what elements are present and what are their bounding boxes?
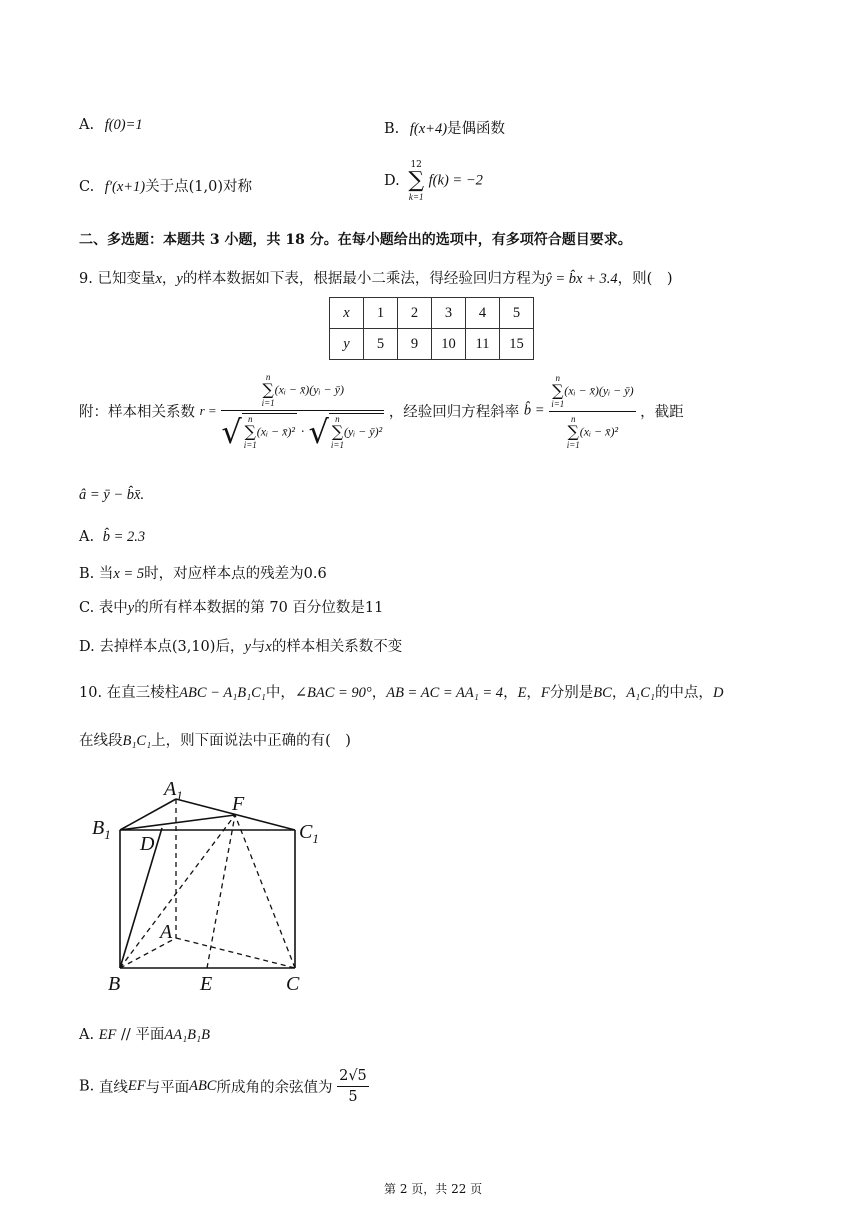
label-b1: $B_1$: [92, 817, 111, 842]
segment-c-f: [235, 815, 295, 968]
edge-a-c: [176, 938, 295, 968]
label-c: C: [286, 973, 300, 995]
q10-stem-line1: 10. 在直三棱柱ABC − A₁B₁C₁中，∠BAC = 90°，AB = AC = AA₁ = 4，E，F分别是BC，A₁C₁的中点，D: [79, 685, 724, 701]
q8-option-b: B. f(x+4)是偶函数: [384, 121, 506, 137]
q8-option-d: D. 12 ∑ k=1 f(k) = −2: [384, 160, 483, 202]
q9-data-table: [329, 297, 534, 360]
prism-figure: [80, 770, 340, 1000]
label-c1: $C_1$: [299, 821, 319, 846]
label-e: E: [200, 973, 213, 995]
section-2-title: 二、多选题：本题共 3 小题，共 18 分。在每小题给出的选项中，有多项符合题目要求。: [79, 232, 632, 248]
q10-option-b: B. 直线EF与平面ABC所成角的余弦值为 $\frac{2√5}{5}$: [79, 1068, 367, 1105]
label-a: A: [160, 921, 173, 943]
label-f: F: [232, 793, 245, 815]
q10-stem-line2: 在线段B₁C₁上，则下面说法中正确的有( ): [79, 733, 351, 749]
edge-b1-f: [120, 815, 235, 830]
edge-b1-a1: [120, 799, 176, 830]
q9-intercept-formula: â = ȳ − b̂x̄.: [79, 487, 145, 503]
q9-appendix: 附：样本相关系数 r = n ∑ i=1 (xᵢ − x̄)(yᵢ − ȳ) √ n ∑ i=1 (xᵢ − x̄)² · √ n ∑ i=1 (yᵢ − ȳ)² ，经验回归方程斜率 b̂ = n ∑ i=1 (xᵢ − x̄)(yᵢ − ȳ) n ∑ i=1 (xᵢ − x̄)² ，截距: [79, 372, 684, 451]
cosine-value-fraction: $\frac{2√5}{5}$: [339, 1068, 367, 1105]
q8-option-a: A. f(0)=1: [79, 117, 143, 133]
q9-option-d: D. 去掉样本点(3,10)后，y与x的样本相关系数不变: [79, 639, 403, 655]
q9-option-a: A. b̂ = 2.3: [79, 529, 146, 545]
q8-option-a-math: f(0)=1: [104, 117, 143, 133]
table-row-y: y 5 9 10 11 15: [330, 329, 534, 360]
q8-option-b-math: f(x+4): [409, 121, 448, 137]
q9-stem: 9. 已知变量x，y的样本数据如下表，根据最小二乘法，得经验回归方程为ŷ = b̂x + 3.4，则( ): [79, 271, 673, 287]
q9-option-c: C. 表中y的所有样本数据的第 70 百分位数是11: [79, 600, 384, 616]
q8-option-c: C. f′(x+1)关于点(1,0)对称: [79, 179, 252, 195]
correlation-formula: n ∑ i=1 (xᵢ − x̄)(yᵢ − ȳ) √ n ∑ i=1 (xᵢ − x̄)² · √ n ∑ i=1 (yᵢ − ȳ)²: [221, 372, 383, 451]
table-row-x: x 1 2 3 4 5: [330, 298, 534, 329]
label-a1: $A_1$: [164, 778, 183, 803]
sum-symbol: 12 ∑ k=1: [408, 160, 425, 202]
segment-e-f: [207, 815, 235, 968]
q10-option-a: A. EF // 平面AA₁B₁B: [79, 1027, 210, 1043]
slope-formula: n ∑ i=1 (xᵢ − x̄)(yᵢ − ȳ) n ∑ i=1 (xᵢ − x̄)²: [551, 372, 634, 450]
q9-option-b: B. 当x = 5时，对应样本点的残差为0.6: [79, 566, 327, 582]
segment-b-f: [120, 815, 235, 968]
regression-equation: ŷ = b̂x + 3.4: [545, 271, 618, 287]
label-b: B: [108, 973, 121, 995]
label-d: D: [140, 833, 155, 855]
page-footer: 第 2 页，共 22 页: [384, 1182, 483, 1196]
